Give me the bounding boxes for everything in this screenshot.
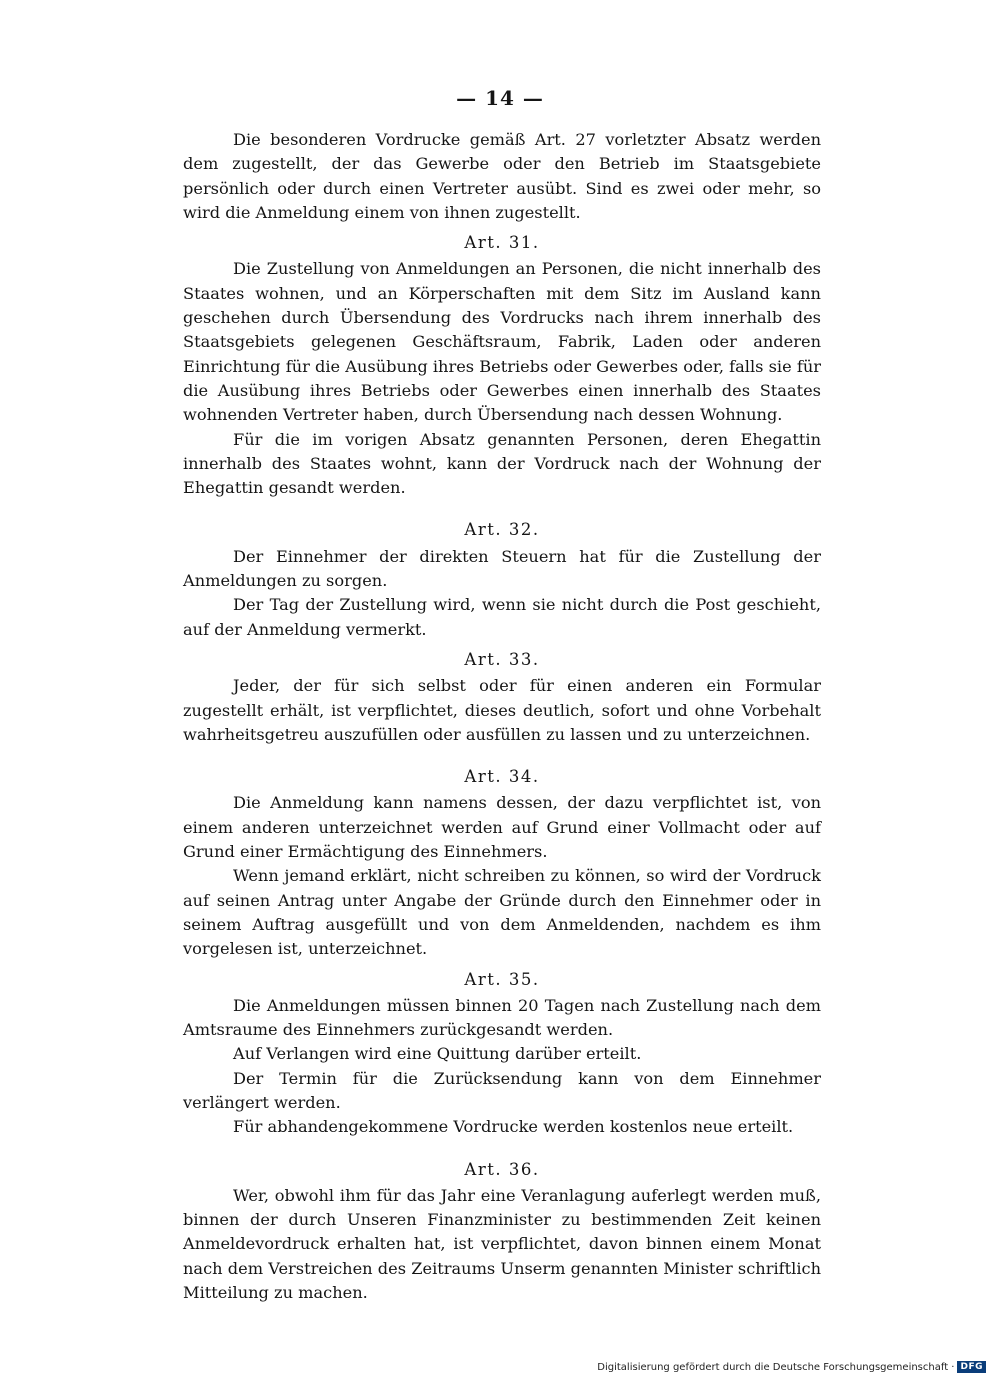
page-number: — 14 — — [456, 86, 544, 110]
dfg-logo: DFG — [957, 1361, 986, 1373]
paragraph: Der Einnehmer der direkten Steuern hat für die Zustellung der Anmeldungen zu sorgen. — [183, 546, 821, 591]
document-body — [183, 128, 821, 1305]
article-heading: Art. 34. — [464, 767, 540, 787]
paragraph: Die Anmeldungen müssen binnen 20 Tagen nach Zustellung nach dem Amtsraume des Einnehmers zurückgesandt werden. — [183, 995, 821, 1040]
article-heading: Art. 33. — [464, 649, 540, 669]
paragraph: Für die im vorigen Absatz genannten Personen, deren Ehegattin innerhalb des Staates wohnt, kann der Vordruck nach der Wohnung der Ehegattin gesandt werden. — [183, 429, 821, 498]
paragraph: Für abhandengekommene Vordrucke werden kostenlos neue erteilt. — [233, 1117, 794, 1137]
article-heading: Art. 32. — [464, 520, 540, 540]
paragraph: Die Anmeldung kann namens dessen, der dazu verpflichtet ist, von einem anderen unterzeichnet werden auf Grund einer Vollmacht oder auf Grund einer Ermächtigung des Einnehmers. — [183, 793, 821, 862]
footer-credit — [597, 1361, 986, 1373]
article-heading: Art. 35. — [464, 969, 540, 989]
article-heading: Art. 31. — [464, 233, 540, 253]
paragraph: Wer, obwohl ihm für das Jahr eine Veranlagung auferlegt werden muß, binnen der durch Unseren Finanzminister zu bestimmenden Zeit keinen Anmeldevordruck erhalten hat, ist verpflichtet, davon binnen einem Monat nach dem Verstreichen des Zeitraums Unserm genannten Minister schriftlich Mitteilung zu machen. — [183, 1185, 821, 1303]
paragraph: Der Tag der Zustellung wird, wenn sie nicht durch die Post geschieht, auf der Anmeldung vermerkt. — [183, 595, 821, 639]
paragraph: Die Zustellung von Anmeldungen an Personen, die nicht innerhalb des Staates wohnen, und an Körperschaften mit dem Sitz im Ausland kann geschehen durch Übersendung des Vordrucks nach ihrem innerhalb des Staatsgebiets gelegenen Geschäftsraum, Fabrik, Laden oder anderen Einrichtung für die Ausübung ihres Betriebs oder Gewerbes oder, falls sie für die Ausübung ihres Betriebs oder Gewerbes einen innerhalb des Staates wohnenden Vertreter haben, durch Übersendung nach dessen Wohnung. — [183, 259, 821, 425]
article-heading: Art. 36. — [464, 1159, 540, 1179]
footer-text: Digitalisierung gefördert durch die Deutsche Forschungsgemeinschaft · — [597, 1361, 955, 1373]
paragraph: Jeder, der für sich selbst oder für einen anderen ein Formular zugestellt erhält, ist verpflichtet, dieses deutlich, sofort und ohne Vorbehalt wahrheitsgetreu auszufüllen oder ausfüllen zu lassen und zu unterzeichnen. — [183, 676, 821, 744]
paragraph: Die besonderen Vordrucke gemäß Art. 27 vorletzter Absatz werden dem zugestellt, der das Gewerbe oder den Betrieb im Staatsgebiete persönlich oder durch einen Vertreter ausübt. Sind es zwei oder mehr, so wird die Anmeldung einem von ihnen zugestellt. — [183, 130, 821, 222]
paragraph: Der Termin für die Zurücksendung kann von dem Einnehmer verlängert werden. — [183, 1068, 821, 1112]
paragraph: Auf Verlangen wird eine Quittung darüber erteilt. — [233, 1044, 642, 1064]
paragraph: Wenn jemand erklärt, nicht schreiben zu können, so wird der Vordruck auf seinen Antrag unter Angabe der Gründe durch den Einnehmer oder in seinem Auftrag ausgefüllt und von dem Anmeldenden, nachdem es ihm vorgelesen ist, unterzeichnet. — [183, 866, 821, 959]
